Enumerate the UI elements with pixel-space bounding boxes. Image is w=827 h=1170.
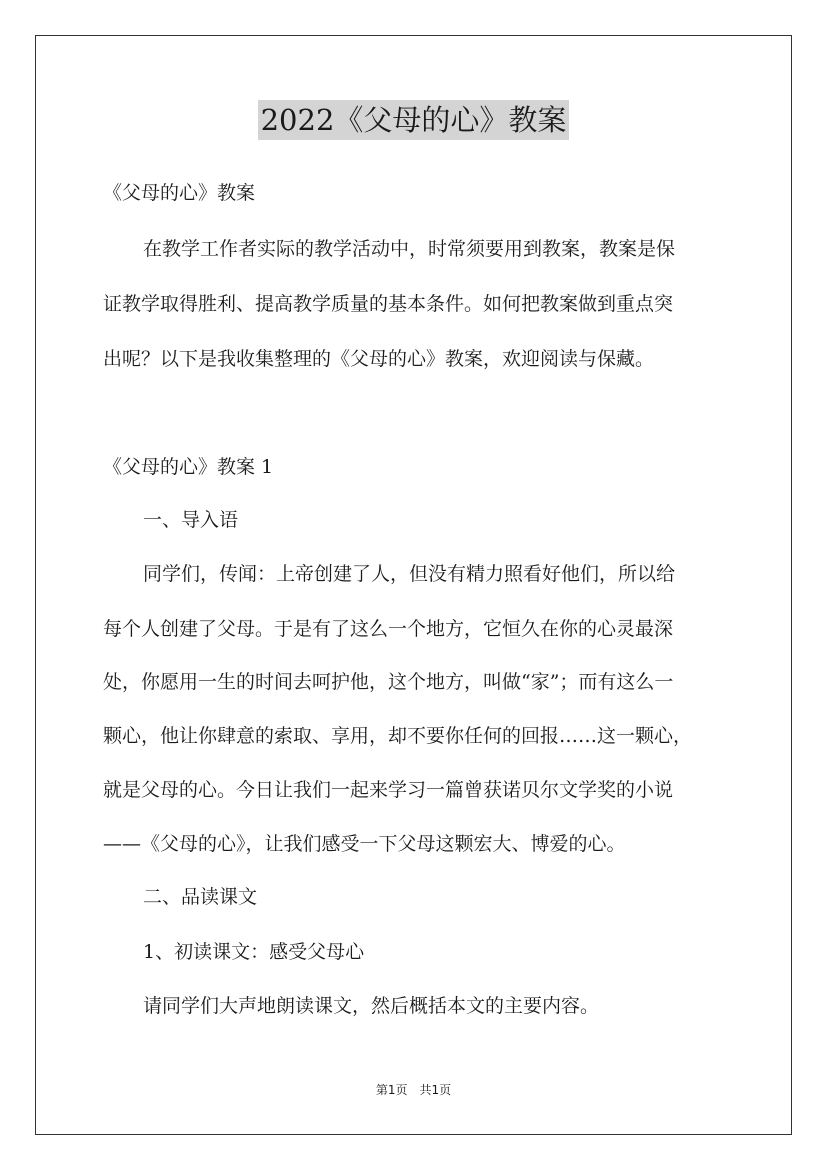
document-title: 2022《父母的心》教案 — [258, 100, 570, 140]
body-line: 颗心，他让你肆意的索取、享用，却不要你任何的回报……这一颗心， — [103, 725, 693, 747]
title-container — [0, 100, 827, 140]
document-subtitle: 《父母的心》教案 — [103, 182, 256, 204]
intro-line: 出呢？以下是我收集整理的《父母的心》教案，欢迎阅读与保藏。 — [103, 348, 655, 370]
heading-reading: 二、品读课文 — [143, 886, 258, 908]
intro-line: 在教学工作者实际的教学活动中，时常须要用到教案，教案是保 — [143, 238, 676, 260]
body-line: ——《父母的心》，让我们感受一下父母这颗宏大、博爱的心。 — [103, 833, 626, 855]
section-title: 《父母的心》教案 1 — [103, 456, 274, 478]
body-line: 请同学们大声地朗读课文，然后概括本文的主要内容。 — [143, 995, 600, 1017]
intro-line: 证教学取得胜利、提高教学质量的基本条件。如何把教案做到重点突 — [103, 293, 674, 315]
body-line: 处，你愿用一生的时间去呵护他，这个地方，叫做“家”；而有这么一 — [103, 671, 674, 693]
page-footer: 第1页 共1页 — [375, 1083, 452, 1097]
heading-intro: 一、导入语 — [143, 509, 239, 531]
heading-first-read: 1、初读课文：感受父母心 — [143, 941, 365, 963]
body-line: 就是父母的心。今日让我们一起来学习一篇曾获诺贝尔文学奖的小说 — [103, 779, 674, 801]
body-line: 同学们，传闻：上帝创建了人，但没有精力照看好他们，所以给 — [143, 563, 676, 585]
body-line: 每个人创建了父母。于是有了这么一个地方，它恒久在你的心灵最深 — [103, 618, 674, 640]
